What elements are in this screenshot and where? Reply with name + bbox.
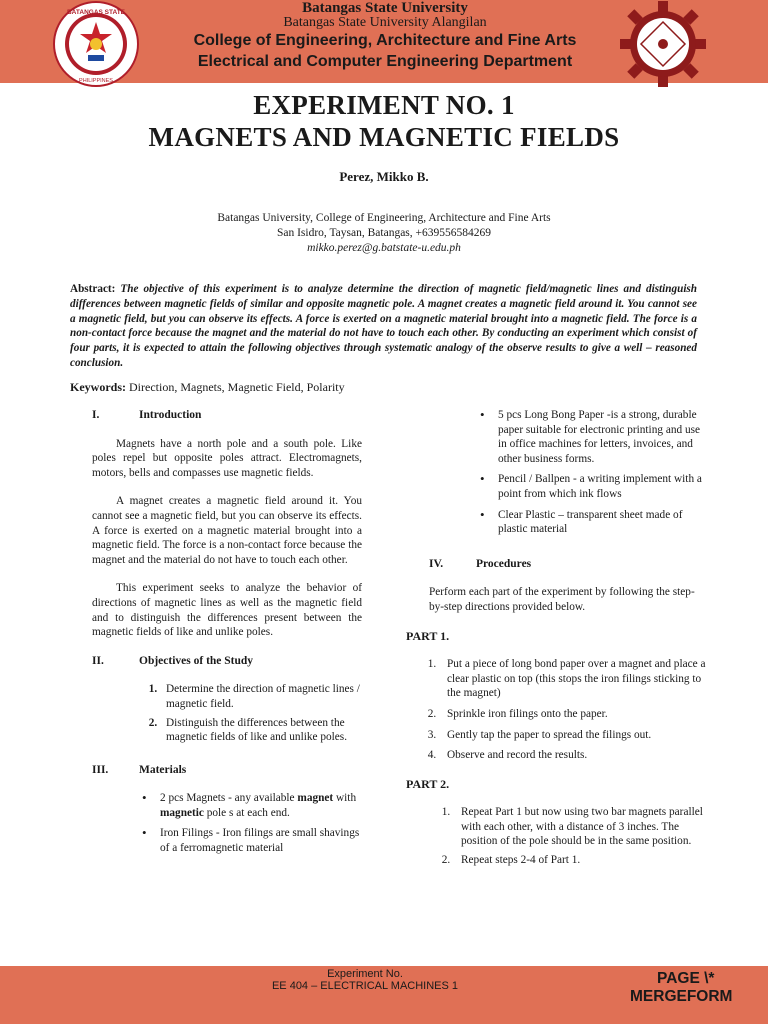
- section-title: Materials: [139, 763, 187, 776]
- right-column: [406, 408, 706, 872]
- abstract-label: Abstract:: [70, 283, 116, 295]
- header-department: Electrical and Computer Engineering Department: [197, 53, 573, 70]
- step-item: 4. Observe and record the results.: [439, 748, 706, 763]
- intro-paragraph: A magnet creates a magnetic field around it. You cannot see a magnetic field, but you can observe its effects. A force is exerted on a magnetic material brought into a magnetic field. The force is a non-contact force because the magnet and the material do not have to touch each other.: [92, 495, 362, 566]
- part1-label: PART 1.: [406, 628, 450, 643]
- section-title: Procedures: [476, 557, 532, 570]
- experiment-title: MAGNETS AND MAGNETIC FIELDS: [148, 122, 620, 152]
- material-keyword: magnet: [297, 792, 334, 805]
- section-title: Introduction: [139, 409, 202, 421]
- step-item: 3. Gently tap the paper to spread the filings out.: [439, 728, 706, 743]
- step-item: 1. Repeat Part 1 but now using two bar magnets parallel with each other, with a distance of 3 inches. The position of the pole should be in the same position.: [453, 805, 706, 849]
- material-keyword: magnetic: [160, 806, 204, 819]
- material-item: [160, 791, 362, 820]
- experiment-number: EXPERIMENT NO. 1: [253, 90, 515, 120]
- section-number: IV.: [429, 557, 444, 570]
- materials-list-continued: [406, 408, 706, 537]
- section-heading-objectives: [92, 654, 362, 669]
- material-text: pole s at each end.: [203, 806, 290, 819]
- engineering-gear-icon: [620, 1, 706, 87]
- affiliation-line2: San Isidro, Taysan, Batangas, +639556584269: [276, 227, 492, 239]
- footer-page-line1: PAGE \*: [657, 970, 715, 987]
- footer-course-info: [245, 968, 485, 992]
- footer-page-line2: MERGEFORM: [630, 988, 733, 1005]
- abstract: [70, 282, 697, 371]
- section-heading-procedures: [406, 557, 706, 572]
- objective-item: 1. Determine the direction of magnetic lines / magnetic field.: [160, 682, 362, 711]
- keywords-text: Direction, Magnets, Magnetic Field, Polarity: [129, 380, 345, 394]
- keywords-label: Keywords:: [70, 380, 126, 394]
- left-column: [92, 408, 362, 862]
- part2-label: PART 2.: [406, 776, 450, 791]
- intro-paragraph: Magnets have a north pole and a south pole. Like poles repel but opposite poles attract. Electromagnets, motors, bells and compasses use magnetic fields.: [92, 437, 362, 479]
- author: Perez, Mikko B.: [339, 169, 429, 184]
- material-text: with: [333, 792, 357, 805]
- part2-steps: [406, 805, 706, 867]
- section-heading-materials: [92, 763, 362, 778]
- header-campus: Batangas State University Alangilan: [283, 15, 487, 30]
- material-text: 2 pcs Magnets - any available: [160, 792, 298, 805]
- svg-text:BATANGAS STATE: BATANGAS STATE: [66, 9, 126, 16]
- footer-course: EE 404 – ELECTRICAL MACHINES 1: [271, 980, 459, 992]
- university-seal-icon: [52, 0, 140, 88]
- intro-paragraph: This experiment seeks to analyze the behavior of directions of magnetic lines as well as the magnetic field and to distinguish the differences present between the magnetic fields of like and unlike poles.: [92, 582, 362, 639]
- section-title: Objectives of the Study: [139, 654, 254, 667]
- header-university: Batangas State University: [302, 0, 468, 16]
- objectives-list: [92, 682, 362, 744]
- svg-text:PHILIPPINES: PHILIPPINES: [79, 78, 113, 84]
- keywords: [70, 380, 697, 395]
- material-item: • Iron Filings - Iron filings are small shavings of a ferromagnetic material: [160, 826, 362, 855]
- section-heading-introduction: [92, 408, 362, 423]
- header-college: College of Engineering, Architecture and Fine Arts: [193, 32, 577, 49]
- abstract-text: The objective of this experiment is to analyze determine the direction of magnetic field/magnetic lines and distinguish differences between magnetic fields of similar and opposite magnetic pole. A magnet creates a magnetic field around it. You cannot see a magnetic field, but you can observe its effects. A force is exerted on a magnetic material brought into a magnetic field. The force is a non-contact force because the magnet and the material do not have to touch each other. By conducting an experiment which consist of four parts, it is expected to attain the following objectives through systematic analogy of the observe results to give a well – reasoned conclusion.: [70, 283, 697, 369]
- section-number: I.: [92, 409, 100, 421]
- author-email: mikko.perez@g.batstate-u.edu.ph: [307, 242, 461, 254]
- procedures-intro: Perform each part of the experiment by following the step-by-step directions provided below.: [429, 586, 695, 613]
- section-number: III.: [92, 763, 109, 776]
- step-item: 2. Repeat steps 2-4 of Part 1.: [453, 853, 706, 868]
- material-item: • Clear Plastic – transparent sheet made of plastic material: [498, 508, 706, 537]
- section-number: II.: [92, 654, 104, 667]
- material-item: • 5 pcs Long Bong Paper -is a strong, durable paper suitable for electronic printing and use in office machines for letters, invoices, and other business forms.: [498, 408, 706, 466]
- footer-page-field: [630, 970, 750, 1006]
- part1-steps: [406, 657, 706, 763]
- footer-experiment: Experiment No.: [327, 968, 403, 980]
- materials-list: [92, 791, 362, 855]
- affiliation-line1: Batangas University, College of Engineering, Architecture and Fine Arts: [217, 212, 551, 224]
- step-item: 1. Put a piece of long bond paper over a magnet and place a clear plastic on top (this stops the iron filings sticking to the magnet): [439, 657, 706, 701]
- objective-item: 2. Distinguish the differences between the magnetic fields of like and unlike poles.: [160, 716, 362, 745]
- step-item: 2. Sprinkle iron filings onto the paper.: [439, 707, 706, 722]
- material-item: • Pencil / Ballpen - a writing implement with a point from which ink flows: [498, 472, 706, 501]
